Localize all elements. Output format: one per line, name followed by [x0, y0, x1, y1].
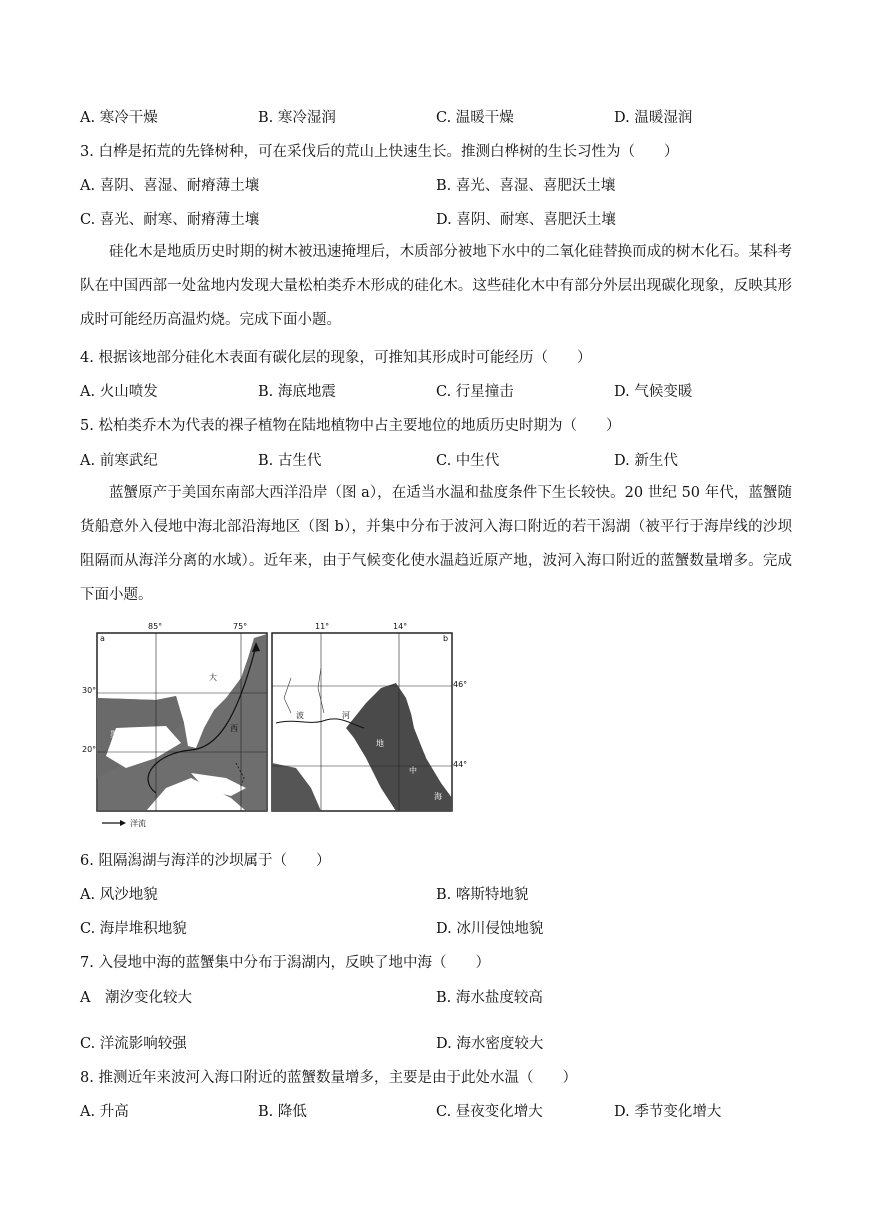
- q6-option-a: A. 风沙地貌: [80, 887, 158, 903]
- q3-option-b: B. 喜光、喜湿、喜肥沃土壤: [436, 178, 616, 194]
- map-a-lon-75: 75°: [233, 622, 248, 631]
- q7-option-b: B. 海水盐度较高: [436, 990, 543, 1006]
- map-b-sea-char-3: 海: [434, 792, 442, 801]
- q8-option-a: A. 升高: [80, 1104, 129, 1120]
- map-legend-label: 洋流: [130, 819, 146, 828]
- q5-stem: 5. 松柏类乔木为代表的裸子植物在陆地植物中占主要地位的地质历史时期为（ ）: [80, 418, 621, 434]
- q5-option-b: B. 古生代: [258, 453, 322, 469]
- map-a-lat-20: 20°: [82, 745, 97, 754]
- q4-stem: 4. 根据该地部分硅化木表面有碳化层的现象，可推知其形成时可能经历（ ）: [80, 350, 592, 366]
- q3-stem: 3. 白桦是拓荒的先锋树种，可在采伐后的荒山上快速生长。推测白桦树的生长习性为（ ）: [80, 144, 679, 160]
- map-b-lat-46: 46°: [453, 680, 468, 689]
- q4-option-c: C. 行星撞击: [436, 384, 514, 400]
- map-b-river-char-1: 波: [296, 711, 304, 720]
- map-b-sea-char-1: 地: [376, 739, 384, 748]
- map-a-panel-label: a: [100, 634, 105, 643]
- q8-option-d: D. 季节变化增大: [614, 1104, 722, 1120]
- q8-stem: 8. 推测近年来波河入海口附近的蓝蟹数量增多，主要是由于此处水温（ ）: [80, 1070, 577, 1086]
- map-b-panel-label: b: [443, 634, 449, 643]
- map-b-lon-11: 11°: [315, 622, 330, 631]
- q7-stem: 7. 入侵地中海的蓝蟹集中分布于潟湖内，反映了地中海（ ）: [80, 955, 490, 971]
- map-a: [97, 633, 267, 811]
- q4-option-b: B. 海底地震: [258, 384, 336, 400]
- map-illustration: [96, 628, 472, 830]
- passage-petrified-wood: 硅化木是地质历史时期的树木被迅速掩埋后，木质部分被地下水中的二氧化硅替换而成的树木化石。某科考队在中国西部一处盆地内发现大量松柏类乔木形成的硅化木。这些硅化木中有部分外层出现碳化现象，反映其形成时可能经历高温灼烧。完成下面小题。: [80, 244, 792, 328]
- map-b: [272, 633, 452, 811]
- q4-option-d: D. 气候变暖: [614, 384, 693, 400]
- q2-option-a: A. 寒冷干燥: [80, 110, 158, 126]
- q7-option-d: D. 海水密度较大: [436, 1036, 544, 1052]
- q2-option-b: B. 寒冷湿润: [258, 110, 336, 126]
- map-a-lon-85: 85°: [148, 622, 163, 631]
- q6-option-d: D. 冰川侵蚀地貌: [436, 921, 544, 937]
- q3-option-d: D. 喜阴、耐寒、喜肥沃土壤: [436, 212, 616, 228]
- map-a-ocean-char-1: 大: [209, 673, 217, 682]
- q7-option-c: C. 洋流影响较强: [80, 1036, 187, 1052]
- q5-option-c: C. 中生代: [436, 453, 500, 469]
- passage-blue-crab: 蓝蟹原产于美国东南部大西洋沿岸（图 a），在适当水温和盐度条件下生长较快。20 世纪 50 年代，蓝蟹随货船意外入侵地中海北部沿海地区（图 b），并集中分布于波河入海口附近的若干潟湖（被平行于海岸线的沙坝阻隔而从海洋分离的水域）。近年来，由于气候变化使水温趋近原产地，波河入海口附近的蓝蟹数量增多。完成下面小题。: [80, 485, 792, 603]
- q7-option-a: A 潮汐变化较大: [80, 990, 192, 1006]
- q8-option-c: C. 昼夜变化增大: [436, 1104, 543, 1120]
- q6-stem: 6. 阻隔潟湖与海洋的沙坝属于（ ）: [80, 853, 331, 869]
- map-b-lon-14: 14°: [393, 622, 408, 631]
- map-figure: [82, 622, 472, 830]
- q8-option-b: B. 降低: [258, 1104, 307, 1120]
- map-b-lat-44: 44°: [453, 760, 468, 769]
- map-a-gulf-label: 墨西哥湾: [110, 730, 142, 739]
- map-b-river-char-2: 河: [342, 711, 350, 720]
- q6-option-b: B. 喀斯特地貌: [436, 887, 529, 903]
- map-a-ocean-char-2: 西: [230, 724, 238, 733]
- q3-option-a: A. 喜阴、喜湿、耐瘠薄土壤: [80, 178, 260, 194]
- q5-option-a: A. 前寒武纪: [80, 453, 158, 469]
- map-a-lat-30: 30°: [82, 686, 97, 695]
- map-b-sea-char-2: 中: [409, 766, 417, 775]
- q2-option-d: D. 温暖湿润: [614, 110, 693, 126]
- q5-option-d: D. 新生代: [614, 453, 678, 469]
- q2-option-c: C. 温暖干燥: [436, 110, 514, 126]
- q3-option-c: C. 喜光、耐寒、耐瘠薄土壤: [80, 212, 260, 228]
- q6-option-c: C. 海岸堆积地貌: [80, 921, 187, 937]
- q4-option-a: A. 火山喷发: [80, 384, 158, 400]
